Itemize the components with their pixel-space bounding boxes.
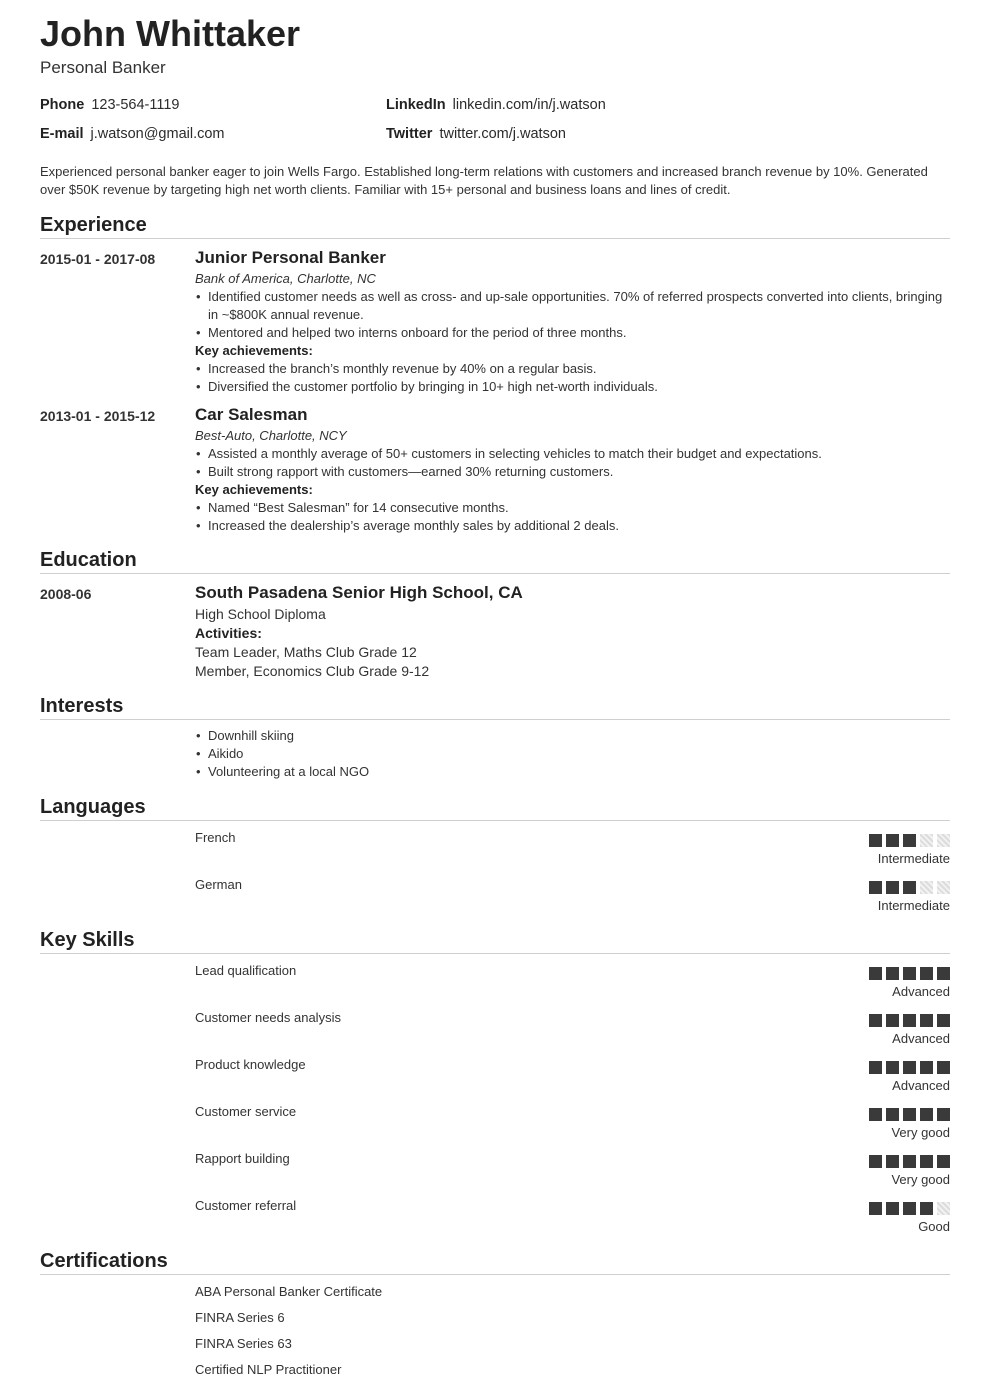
rating-square-filled (886, 1061, 899, 1074)
rating-square-filled (869, 1155, 882, 1168)
skill-rating (869, 1202, 950, 1215)
email-value: j.watson@gmail.com (90, 126, 225, 142)
language-rating (869, 834, 950, 847)
skill-rating (869, 1014, 950, 1027)
summary: Experienced personal banker eager to join Wells Fargo. Established long-term relations with customers and increased branch revenue by 10%. Generated over $50K revenue by targeting high net worth clients. Familiar with 15+ personal and business loans and lines of credit. (40, 164, 928, 197)
achievement-item: • Increased the dealership’s average monthly sales by additional 2 deals. (195, 517, 950, 535)
rating-square-filled (869, 881, 882, 894)
job-title: Car Salesman (195, 405, 308, 424)
interest-item: • Aikido (195, 745, 950, 763)
rating-square-filled (903, 1202, 916, 1215)
skill-name: Lead qualification (195, 963, 297, 978)
skill-rating (869, 1108, 950, 1121)
rating-square-filled (886, 1202, 899, 1215)
rating-square-filled (920, 1061, 933, 1074)
activities-label: Activities: (195, 625, 262, 641)
rating-square-filled (869, 1014, 882, 1027)
interests-heading: Interests (40, 694, 950, 720)
experience-heading: Experience (40, 213, 950, 239)
certification-item: FINRA Series 6 (195, 1310, 285, 1325)
skill-name: Customer referral (195, 1198, 297, 1213)
rating-square-filled (886, 967, 899, 980)
achievements-list (195, 499, 950, 535)
linkedin-value: linkedin.com/in/j.watson (452, 97, 606, 113)
achievements-label: Key achievements: (195, 482, 313, 497)
phone-value: 123-564-1119 (91, 97, 180, 113)
rating-square-empty (920, 881, 933, 894)
skill-name: Product knowledge (195, 1057, 306, 1072)
skill-level: Advanced (892, 984, 950, 999)
rating-square-filled (903, 967, 916, 980)
rating-square-filled (920, 1108, 933, 1121)
twitter-label: Twitter (386, 126, 433, 142)
rating-square-filled (920, 1202, 933, 1215)
rating-square-filled (920, 967, 933, 980)
education-details (195, 605, 950, 681)
contact-email (40, 125, 225, 143)
rating-square-filled (903, 881, 916, 894)
rating-square-empty (937, 1202, 950, 1215)
rating-square-filled (869, 1108, 882, 1121)
skill-level: Very good (891, 1172, 950, 1187)
phone-label: Phone (40, 97, 85, 113)
job-company: Best-Auto, Charlotte, NCY (195, 428, 347, 443)
interest-item: • Volunteering at a local NGO (195, 763, 950, 781)
skill-level: Good (918, 1219, 950, 1234)
job-dates: 2015-01 - 2017-08 (40, 251, 156, 267)
degree: High School Diploma (195, 606, 326, 622)
duty-item: • Identified customer needs as well as cross- and up-sale opportunities. 70% of referred prospects converted into clients, bringing in ~$800K annual revenue. (195, 288, 950, 324)
skill-level: Very good (891, 1125, 950, 1140)
linkedin-label: LinkedIn (386, 97, 446, 113)
certification-item: ABA Personal Banker Certificate (195, 1284, 383, 1299)
rating-square-filled (886, 1108, 899, 1121)
achievement-item: • Increased the branch’s monthly revenue by 40% on a regular basis. (195, 360, 950, 378)
language-rating (869, 881, 950, 894)
email-label: E-mail (40, 126, 84, 142)
skill-rating (869, 1155, 950, 1168)
rating-square-filled (869, 834, 882, 847)
rating-square-filled (903, 1061, 916, 1074)
certification-item: Certified NLP Practitioner (195, 1362, 342, 1377)
rating-square-filled (937, 1155, 950, 1168)
rating-square-filled (869, 1061, 882, 1074)
rating-square-filled (920, 1014, 933, 1027)
job-details (195, 288, 950, 396)
rating-square-filled (903, 1014, 916, 1027)
duty-item: • Assisted a monthly average of 50+ customers in selecting vehicles to match their budget and expectations. (195, 445, 950, 463)
education-date: 2008-06 (40, 586, 92, 602)
languages-heading: Languages (40, 795, 950, 821)
achievement-item: • Named “Best Salesman” for 14 consecutive months. (195, 499, 950, 517)
rating-square-filled (903, 1155, 916, 1168)
job-dates: 2013-01 - 2015-12 (40, 408, 156, 424)
activity-item: Team Leader, Maths Club Grade 12 (195, 644, 417, 660)
skills-heading: Key Skills (40, 928, 950, 954)
duty-item: • Built strong rapport with customers—earned 30% returning customers. (195, 463, 950, 481)
rating-square-filled (903, 834, 916, 847)
skill-level: Advanced (892, 1078, 950, 1093)
rating-square-filled (886, 881, 899, 894)
duties-list (195, 445, 950, 481)
skill-rating (869, 1061, 950, 1074)
achievements-label: Key achievements: (195, 343, 313, 358)
rating-square-filled (937, 1014, 950, 1027)
job-details (195, 445, 950, 535)
job-company: Bank of America, Charlotte, NC (195, 271, 376, 286)
rating-square-filled (937, 1061, 950, 1074)
skill-name: Customer needs analysis (195, 1010, 341, 1025)
language-name: French (195, 830, 236, 845)
activity-item: Member, Economics Club Grade 9-12 (195, 663, 430, 679)
interests-list (195, 727, 950, 781)
rating-square-filled (886, 1155, 899, 1168)
rating-square-filled (937, 1108, 950, 1121)
rating-square-filled (903, 1108, 916, 1121)
rating-square-filled (886, 1014, 899, 1027)
language-name: German (195, 877, 242, 892)
candidate-title: Personal Banker (40, 58, 166, 77)
contact-twitter (386, 125, 566, 143)
rating-square-empty (920, 834, 933, 847)
achievements-list (195, 360, 950, 396)
rating-square-filled (920, 1155, 933, 1168)
rating-square-empty (937, 881, 950, 894)
skill-name: Rapport building (195, 1151, 290, 1166)
language-level: Intermediate (877, 851, 950, 866)
rating-square-filled (937, 967, 950, 980)
rating-square-empty (937, 834, 950, 847)
school-name: South Pasadena Senior High School, CA (195, 583, 523, 602)
twitter-value: twitter.com/j.watson (439, 126, 566, 142)
rating-square-filled (869, 967, 882, 980)
skill-level: Advanced (892, 1031, 950, 1046)
education-heading: Education (40, 548, 950, 574)
rating-square-filled (869, 1202, 882, 1215)
rating-square-filled (886, 834, 899, 847)
certifications-heading: Certifications (40, 1249, 950, 1275)
contact-phone (40, 96, 179, 114)
candidate-name: John Whittaker (40, 13, 301, 54)
certification-item: FINRA Series 63 (195, 1336, 292, 1351)
language-level: Intermediate (877, 898, 950, 913)
contact-linkedin (386, 96, 606, 114)
skill-rating (869, 967, 950, 980)
achievement-item: • Diversified the customer portfolio by bringing in 10+ high net-worth individuals. (195, 378, 950, 396)
interest-item: • Downhill skiing (195, 727, 950, 745)
skill-name: Customer service (195, 1104, 297, 1119)
job-title: Junior Personal Banker (195, 248, 386, 267)
duty-item: • Mentored and helped two interns onboard for the period of three months. (195, 324, 950, 342)
duties-list (195, 288, 950, 342)
